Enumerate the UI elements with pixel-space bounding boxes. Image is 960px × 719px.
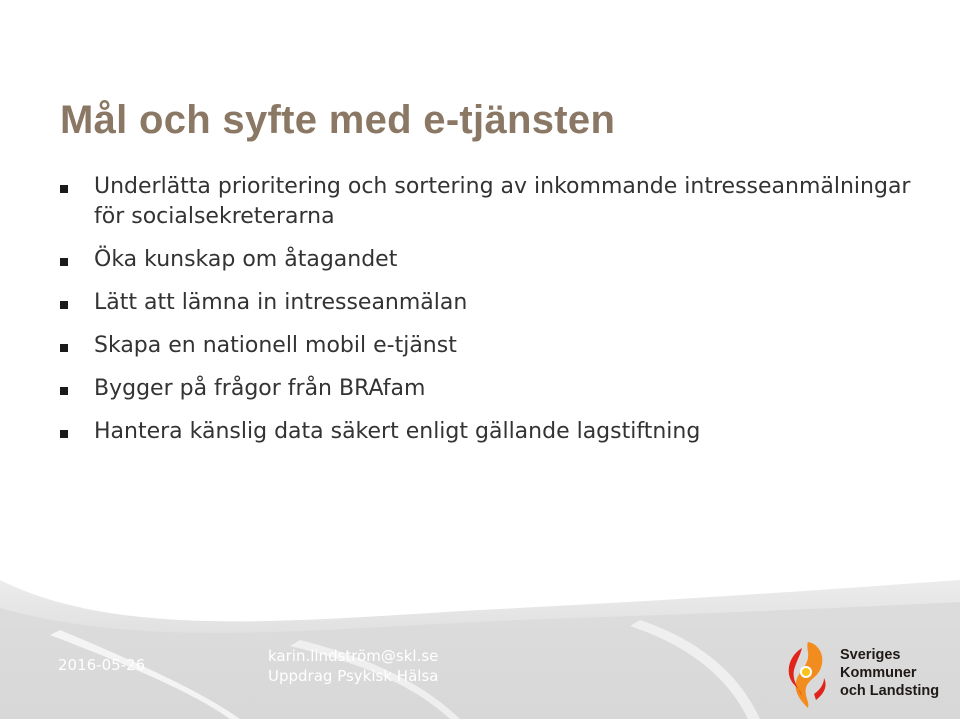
bullet-item — [60, 288, 920, 318]
square-bullet-icon — [60, 430, 68, 438]
square-bullet-icon — [60, 301, 68, 309]
logo-line-1: Sveriges — [840, 647, 901, 663]
square-bullet-icon — [60, 344, 68, 352]
logo-line-3: och Landsting — [840, 683, 940, 699]
bullet-text: Underlätta prioritering och sortering av inkommande intresseanmälningar för socialsekreterarna — [94, 174, 911, 229]
bullet-text: Skapa en nationell mobil e-tjänst — [94, 333, 457, 358]
slide-title: Mål och syfte med e-tjänsten — [60, 98, 616, 142]
bullet-text: Bygger på frågor från BRAfam — [94, 376, 426, 401]
square-bullet-icon — [60, 387, 68, 395]
square-bullet-icon — [60, 185, 68, 193]
square-bullet-icon — [60, 258, 68, 266]
bullet-item — [60, 331, 920, 361]
footer-date: 2016-05-26 — [58, 656, 146, 674]
bullet-text: Hantera känslig data säkert enligt gällande lagstiftning — [94, 419, 701, 444]
bullet-item — [60, 374, 920, 404]
bullet-item — [60, 172, 920, 232]
bullet-item — [60, 245, 920, 275]
logo-line-2: Kommuner — [840, 665, 917, 681]
footer-email: karin.lindström@skl.se — [268, 647, 439, 665]
bullet-text: Öka kunskap om åtagandet — [94, 247, 398, 272]
footer-project: Uppdrag Psykisk Hälsa — [268, 667, 439, 685]
bullet-text: Lätt att lämna in intresseanmälan — [94, 290, 468, 315]
skl-logo-text — [840, 646, 939, 700]
bullet-item — [60, 417, 920, 447]
bullet-list — [60, 172, 920, 460]
